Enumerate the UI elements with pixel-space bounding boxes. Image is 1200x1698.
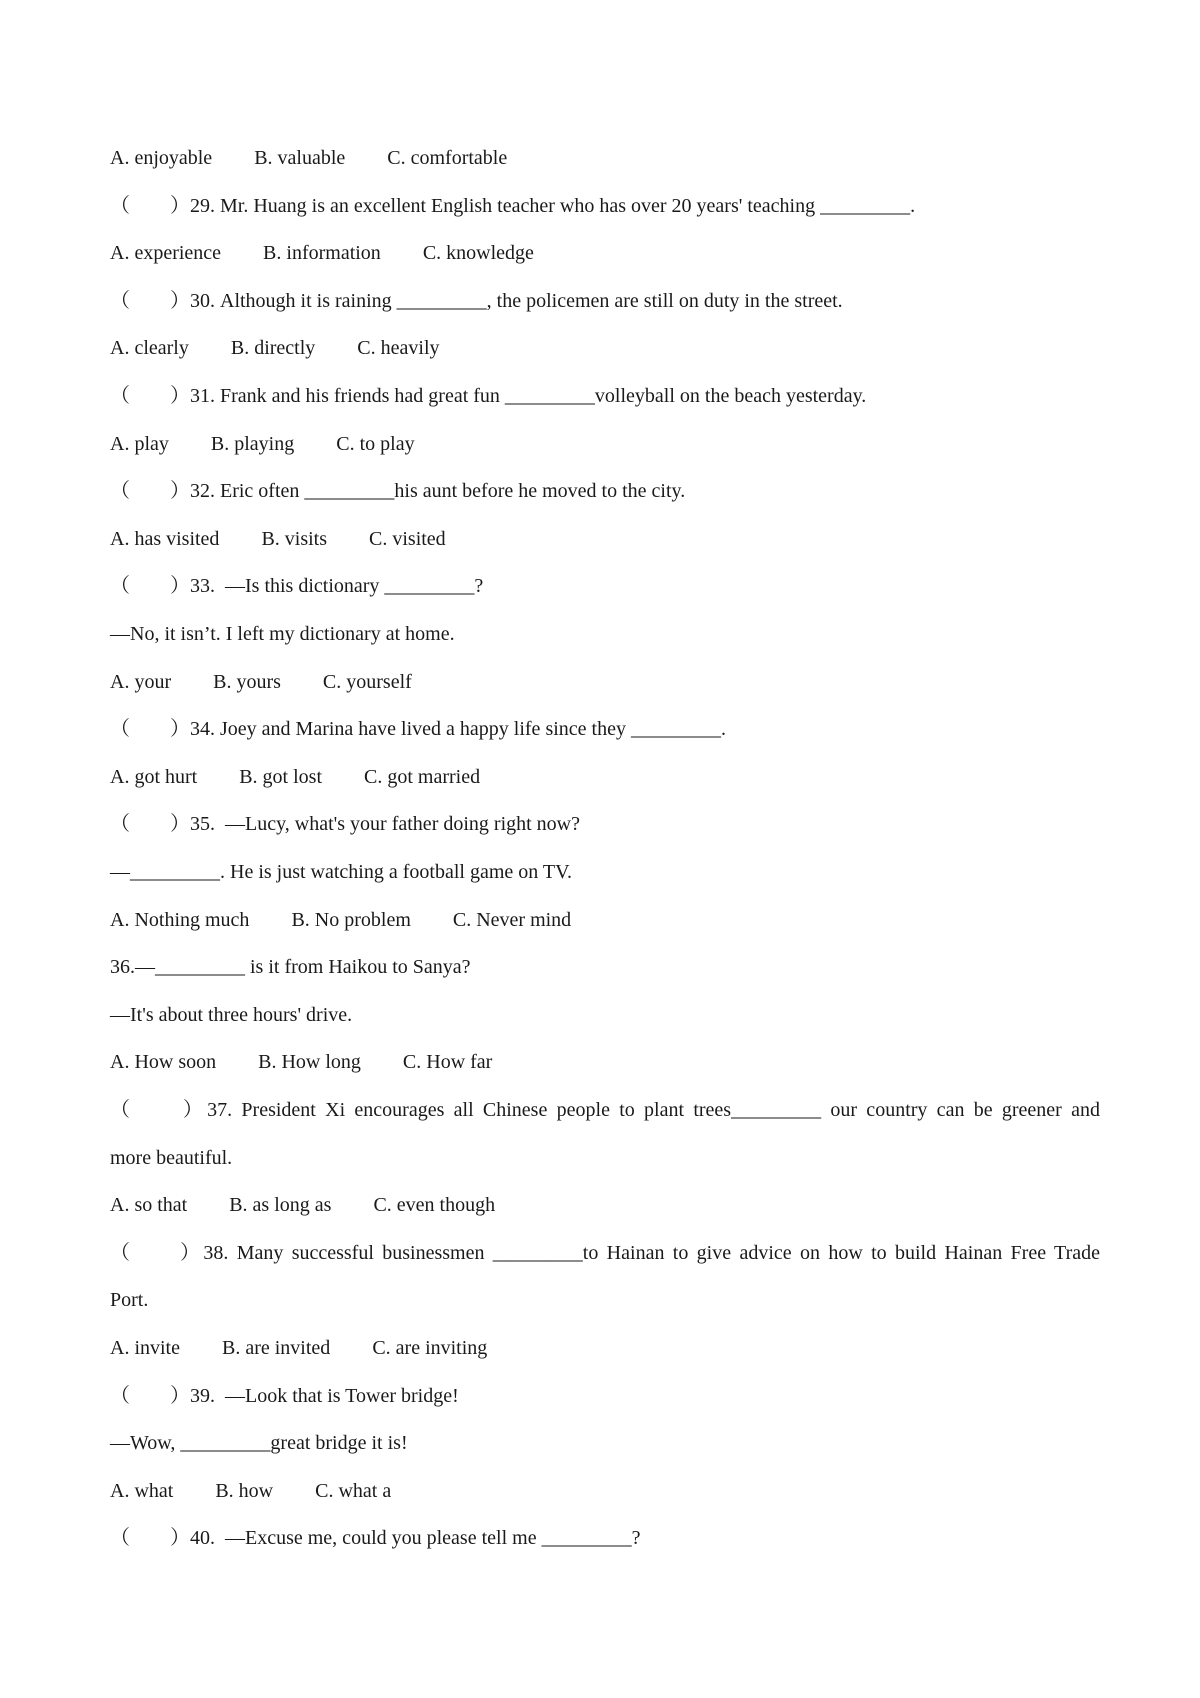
answer-option: A. clearly	[110, 337, 189, 360]
answer-option: A. invite	[110, 1337, 180, 1359]
answer-option: A. experience	[110, 242, 222, 265]
question-line: —Wow, _________great bridge it is!	[110, 1432, 408, 1455]
answer-option: A. what	[110, 1479, 174, 1502]
answer-option: B. No problem	[291, 908, 411, 931]
answer-option: B. as long as	[229, 1194, 332, 1217]
answer-options	[110, 1050, 492, 1074]
answer-option: C. knowledge	[422, 242, 534, 265]
answer-option: C. what a	[315, 1479, 392, 1502]
question-line: （ ）39. —Look that is Tower bridge!	[110, 1384, 459, 1407]
answer-option: B. are invited	[222, 1337, 331, 1359]
answer-option: A. How soon	[110, 1051, 217, 1074]
answer-option: B. directly	[230, 337, 316, 360]
answer-option: A. play	[110, 432, 169, 455]
answer-option: A. so that	[110, 1194, 188, 1217]
answer-options	[110, 432, 415, 456]
answer-option: C. got married	[364, 765, 481, 788]
answer-option: B. playing	[210, 432, 295, 455]
answer-options	[110, 336, 440, 360]
answer-option: C. comfortable	[387, 147, 508, 169]
answer-option: A. enjoyable	[110, 147, 213, 169]
question-line: （ ）29. Mr. Huang is an excellent English teacher who has over 20 years' teaching _________.	[110, 194, 916, 217]
answer-option: B. how	[215, 1479, 274, 1502]
question-line: Port.	[110, 1289, 149, 1312]
question-line: （ ）34. Joey and Marina have lived a happy life since they _________.	[110, 718, 726, 741]
question-line: —No, it isn’t. I left my dictionary at home.	[110, 623, 455, 645]
answer-options	[110, 908, 571, 932]
answer-option: A. got hurt	[110, 765, 198, 788]
answer-option: C. visited	[369, 527, 446, 550]
question-line: —It's about three hours' drive.	[110, 1003, 353, 1026]
question-line: 36.—_________ is it from Haikou to Sanya?	[110, 956, 471, 979]
question-line: （ ）33. —Is this dictionary _________?	[110, 575, 484, 598]
question-line: —_________. He is just watching a football game on TV.	[110, 861, 572, 883]
answer-option: B. got lost	[239, 765, 323, 788]
question-line: （ ）40. —Excuse me, could you please tell me _________?	[110, 1527, 641, 1550]
answer-options	[110, 241, 534, 265]
answer-option: B. valuable	[254, 147, 346, 169]
answer-options	[110, 527, 446, 551]
question-line: （ ）35. —Lucy, what's your father doing right now?	[110, 813, 580, 836]
question-line: （ ）31. Frank and his friends had great fun _________volleyball on the beach yesterday.	[110, 385, 867, 407]
answer-option: B. visits	[261, 527, 328, 550]
answer-option: A. Nothing much	[110, 908, 250, 931]
answer-option: A. your	[110, 670, 172, 693]
question-line: （ ）37. President Xi encourages all Chinese people to plant trees_________ our country can be greener and	[110, 1099, 1100, 1121]
question-line: （ ）32. Eric often _________his aunt before he moved to the city.	[110, 480, 686, 503]
answer-option: B. information	[263, 242, 381, 265]
answer-option: B. How long	[258, 1051, 361, 1074]
answer-option: C. to play	[336, 432, 415, 455]
question-line: more beautiful.	[110, 1146, 233, 1169]
answer-option: C. Never mind	[452, 908, 572, 931]
answer-options	[110, 1336, 487, 1360]
question-line: （ ）38. Many successful businessmen _________to Hainan to give advice on how to build Hainan Free Trade	[110, 1241, 1100, 1264]
answer-option: B. yours	[213, 670, 281, 693]
answer-option: A. has visited	[110, 527, 220, 550]
answer-options	[110, 146, 507, 170]
answer-options	[110, 765, 480, 789]
answer-option: C. heavily	[357, 337, 440, 360]
answer-option: C. How far	[402, 1051, 493, 1074]
answer-options	[110, 670, 412, 694]
question-line: （ ）30. Although it is raining _________, the policemen are still on duty in the street.	[110, 289, 843, 312]
answer-option: C. are inviting	[372, 1337, 488, 1359]
answer-option: C. yourself	[322, 670, 412, 693]
answer-options	[110, 1193, 495, 1217]
answer-options	[110, 1479, 391, 1503]
answer-option: C. even though	[373, 1194, 496, 1217]
